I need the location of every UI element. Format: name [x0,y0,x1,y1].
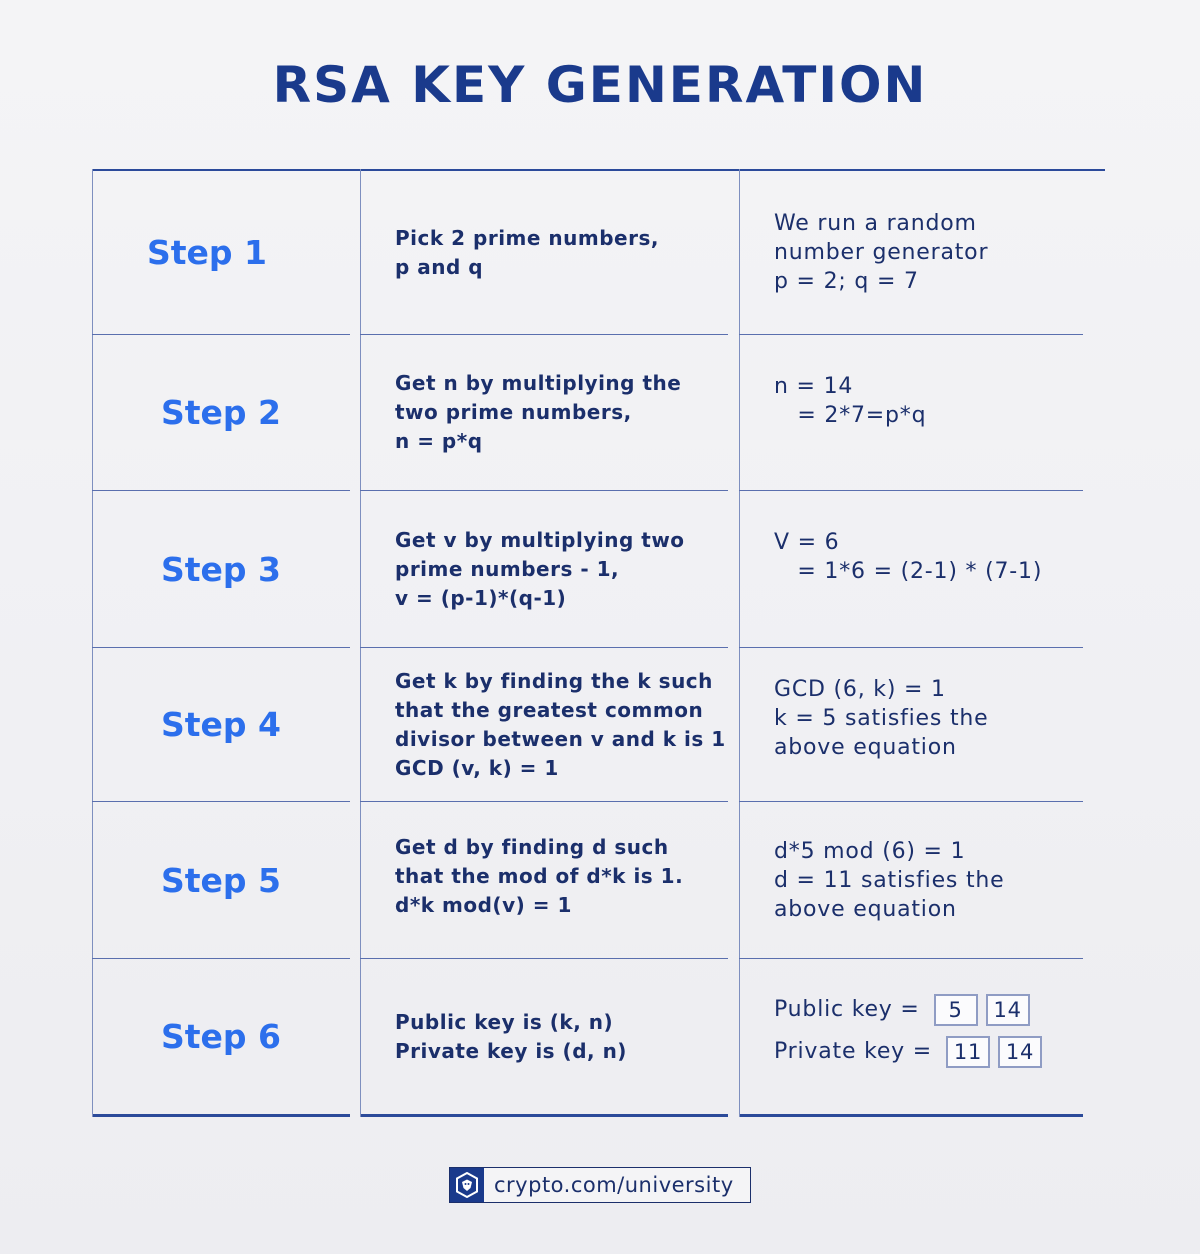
step-example: We run a random number generator p = 2; q = 7 [774,211,989,294]
rsa-steps-table [92,169,1105,1117]
table-row [92,491,1105,647]
table-row [92,959,1105,1114]
step-example: d*5 mod (6) = 1 d = 11 satisfies the above equation [774,838,1005,922]
step-example: V = 6 = 1*6 = (2-1) * (7-1) [774,530,1043,584]
step-description: Get k by finding the k such that the greatest common divisor between v and k is 1 GCD (v, k) = 1 [395,668,726,780]
private-key-row [774,1031,1042,1073]
private-key-label: Private key = [774,1039,933,1064]
public-key-row [774,989,1030,1031]
step-description: Get n by multiplying the two prime numbers, n = p*q [395,371,682,453]
crypto-com-lion-shield-icon [450,1168,484,1202]
step-description: Get v by multiplying two prime numbers - 1, v = (p-1)*(q-1) [395,527,685,610]
step-label: Step 4 [161,705,281,744]
table-bottom-border-col3 [739,1114,1083,1117]
step-example-keys [774,953,1094,1108]
table-bottom-border-col2 [360,1114,728,1117]
step-example: GCD (6, k) = 1 k = 5 satisfies the above equation [774,677,989,760]
private-key-d-box: 11 [946,1036,990,1068]
step-description: Public key is (k, n) Private key is (d, n) [395,1009,627,1063]
public-key-label: Public key = [774,997,920,1022]
footer-badge[interactable] [449,1167,751,1203]
private-key-n-box: 14 [998,1036,1042,1068]
step-description: Get d by finding d such that the mod of d*k is 1. d*k mod(v) = 1 [395,834,684,917]
table-row [92,802,1105,958]
public-key-k-box: 5 [934,994,978,1026]
footer-link-text[interactable]: crypto.com/university [494,1173,734,1197]
step-description: Pick 2 prime numbers, p and q [395,225,659,279]
table-row [92,171,1105,334]
table-bottom-border-col1 [92,1114,350,1117]
step-label: Step 1 [147,233,267,272]
page-title: RSA KEY GENERATION [272,56,928,114]
step-label: Step 3 [161,549,281,589]
step-label: Step 2 [161,393,281,432]
table-row [92,648,1105,801]
step-label: Step 5 [161,860,281,900]
public-key-n-box: 14 [986,994,1030,1026]
table-row [92,335,1105,490]
step-label: Step 6 [161,1017,281,1056]
step-example: n = 14 = 2*7=p*q [774,373,927,428]
